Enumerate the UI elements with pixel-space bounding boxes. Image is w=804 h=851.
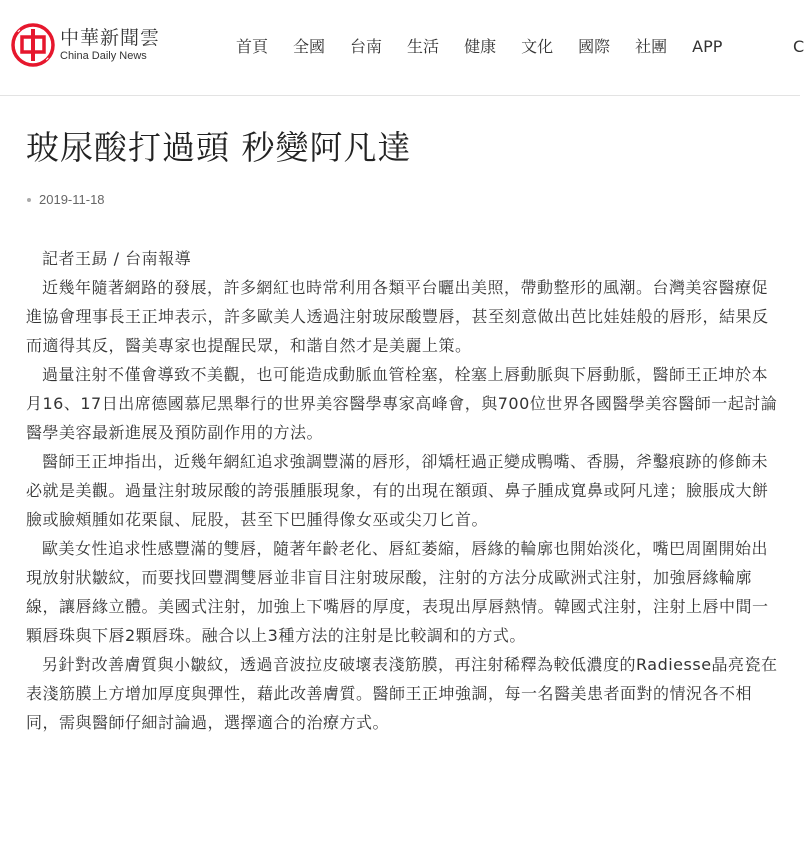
article-byline: 記者王勗 / 台南報導 — [42, 249, 192, 268]
logo-mark-icon — [11, 23, 55, 67]
article-date: 2019-11-18 — [39, 192, 105, 207]
nav-item-international[interactable]: 國際 — [578, 37, 611, 56]
nav-item-life[interactable]: 生活 — [407, 37, 440, 56]
logo-text — [60, 27, 160, 63]
article-paragraph: 近幾年隨著網路的發展，許多網紅也時常利用各類平台曬出美照，帶動整形的風潮。台灣美容醫療促進協會理事長王正坤表示，許多歐美人透過注射玻尿酸豐唇，甚至刻意做出芭比娃娃般的唇形，結果反而適得其反，醫美專家也提醒民眾，和諧自然才是美麗上策。 — [26, 278, 769, 355]
article-paragraph: 過量注射不僅會導致不美觀，也可能造成動脈血管栓塞，栓塞上唇動脈與下唇動脈，醫師王正坤於本月16、17日出席德國慕尼黑舉行的世界美容醫學專家高峰會，與700位世界各國醫學美容醫師一起討論醫學美容最新進展及預防副作用的方法。 — [26, 365, 778, 442]
nav-item-overflow[interactable]: C — [793, 37, 804, 56]
article-body — [26, 244, 778, 737]
article-paragraph: 醫師王正坤指出，近幾年網紅追求強調豐滿的唇形，卻矯枉過正變成鴨嘴、香腸，斧鑿痕跡的修飾未必就是美觀。過量注射玻尿酸的誇張腫脹現象，有的出現在額頭、鼻子腫成寬鼻或阿凡達；臉脹成大餅臉或臉頰腫如花栗鼠、屁股，甚至下巴腫得像女巫或尖刀匕首。 — [26, 452, 769, 529]
nav-item-tainan[interactable]: 台南 — [350, 37, 383, 56]
logo-name-en: China Daily News — [60, 50, 147, 62]
nav-item-associations[interactable]: 社團 — [635, 37, 668, 56]
site-logo[interactable] — [11, 23, 160, 67]
article-meta — [27, 192, 105, 207]
bullet-dot-icon — [27, 198, 31, 202]
article-paragraph: 另針對改善膚質與小皺紋，透過音波拉皮破壞表淺筋膜，再注射稀釋為較低濃度的Radiesse晶亮瓷在表淺筋膜上方增加厚度與彈性，藉此改善膚質。醫師王正坤強調，每一名醫美患者面對的情況各不相同，需與醫師仔細討論過，選擇適合的治療方式。 — [26, 655, 778, 732]
site-header — [0, 0, 804, 96]
nav-item-home[interactable]: 首頁 — [236, 37, 269, 56]
logo-name-cn: 中華新聞雲 — [60, 27, 161, 49]
nav-item-national[interactable]: 全國 — [293, 37, 326, 56]
nav-item-health[interactable]: 健康 — [464, 37, 497, 56]
article-title: 玻尿酸打過頭 秒變阿凡達 — [26, 128, 412, 167]
main-nav — [236, 35, 747, 59]
nav-item-app[interactable]: APP — [692, 37, 723, 56]
article-paragraph: 歐美女性追求性感豐滿的雙唇，隨著年齡老化、唇紅萎縮，唇緣的輪廓也開始淡化，嘴巴周圍開始出現放射狀皺紋，而要找回豐潤雙唇並非盲目注射玻尿酸，注射的方法分成歐洲式注射，加強唇緣輪廓線，讓唇緣立體。美國式注射，加強上下嘴唇的厚度，表現出厚唇熱情。韓國式注射，注射上唇中間一顆唇珠與下唇2顆唇珠。融合以上3種方法的注射是比較調和的方式。 — [26, 539, 769, 645]
nav-item-culture[interactable]: 文化 — [521, 37, 554, 56]
